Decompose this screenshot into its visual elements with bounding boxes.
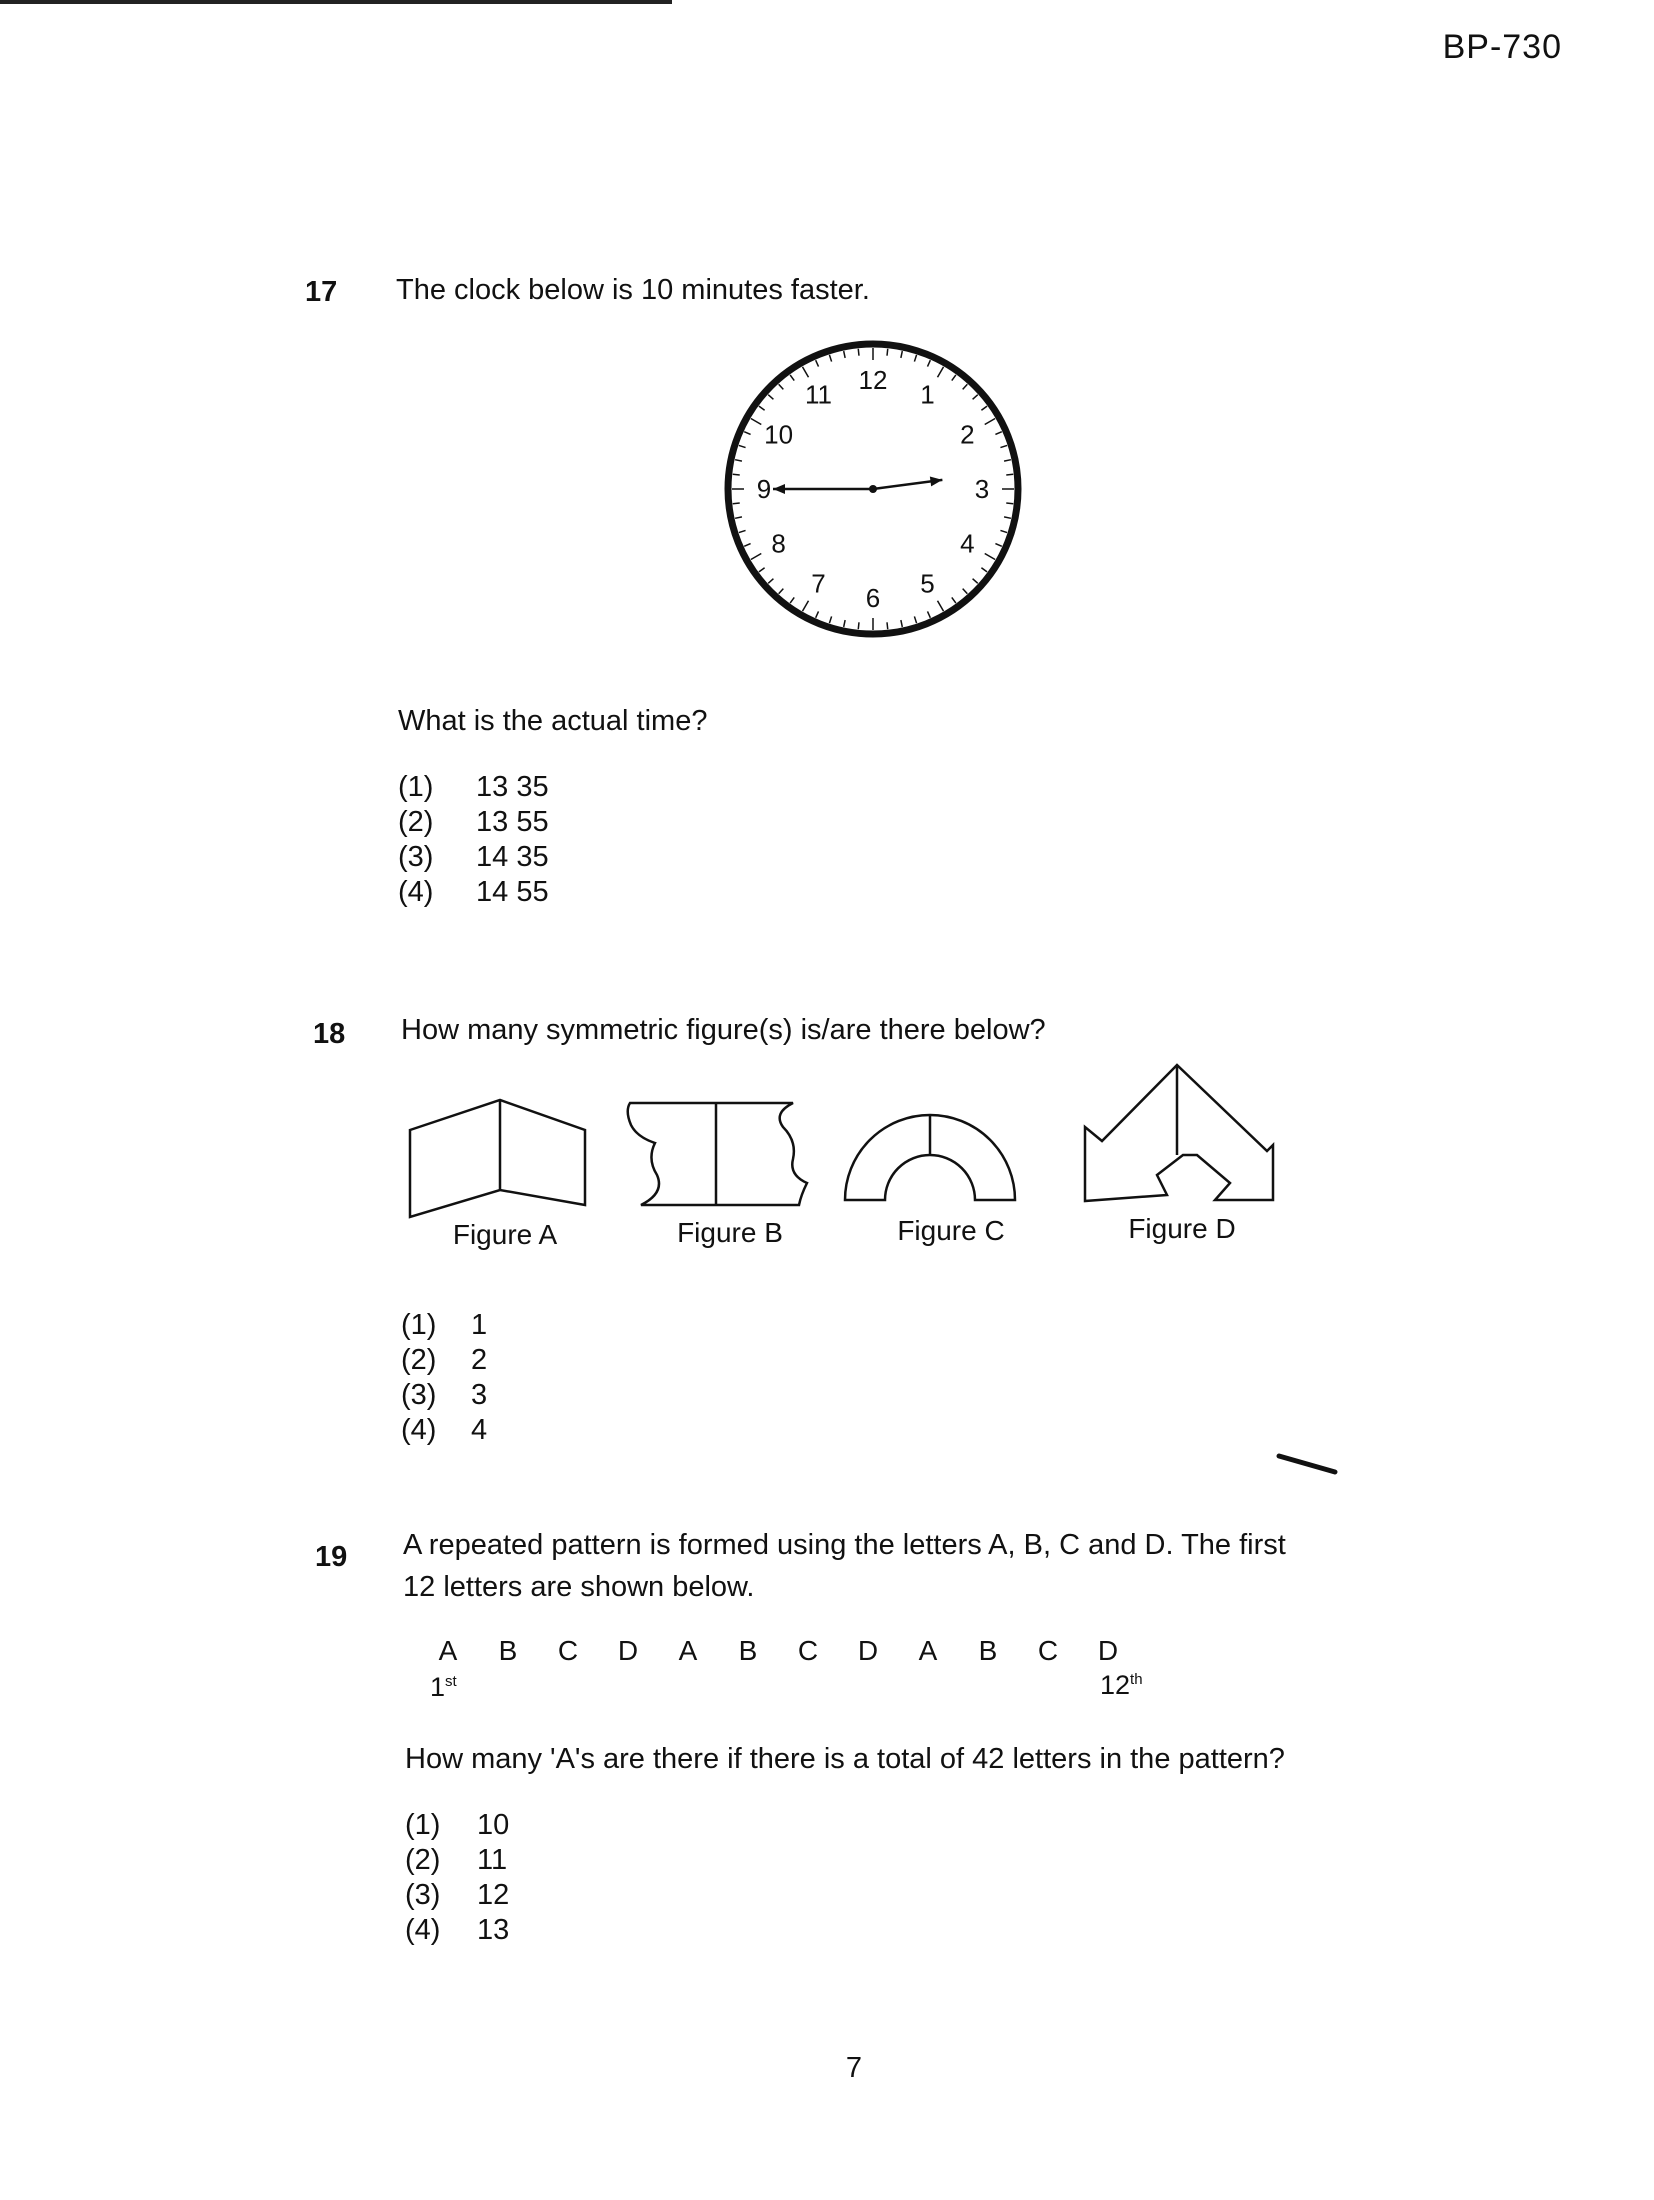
pattern-letter: A (918, 1635, 938, 1666)
pattern-letter: A (438, 1635, 458, 1666)
pen-mark (1275, 1448, 1345, 1478)
figure-c-shape (845, 1115, 1015, 1200)
figure-b-label: Figure B (677, 1217, 783, 1248)
pattern-letter: A (678, 1635, 698, 1666)
pattern-letter: B (978, 1635, 998, 1666)
q18-option-4[interactable] (401, 1413, 487, 1448)
pattern-letter: D (617, 1635, 639, 1666)
option-label: (4) (405, 1914, 441, 1946)
question-17-options (398, 770, 549, 910)
option-value: 2 (471, 1344, 488, 1376)
pattern-letter: C (1037, 1635, 1059, 1666)
figure-b-shape (628, 1103, 807, 1205)
clock-figure (720, 336, 1026, 642)
option-value: 3 (471, 1379, 488, 1411)
option-value: 12 (477, 1879, 510, 1911)
clock-number: 6 (865, 583, 881, 613)
last-position-label (1100, 1670, 1143, 1701)
option-value: 13 55 (476, 806, 549, 838)
clock-tick (858, 349, 859, 356)
option-value: 1 (471, 1309, 488, 1341)
question-17-number: 17 (305, 276, 338, 308)
clock-number: 12 (858, 365, 888, 395)
letter-pattern (418, 1635, 1138, 1667)
last-label-number: 12 (1100, 1670, 1131, 1700)
question-19-text-line1: A repeated pattern is formed using the letters A, B, C and D. The first (403, 1529, 1286, 1561)
pattern-letter: C (797, 1635, 819, 1666)
pattern-letter: B (738, 1635, 758, 1666)
option-label: (3) (401, 1379, 437, 1411)
option-value: 14 35 (476, 841, 549, 873)
option-value: 13 (477, 1914, 510, 1946)
option-value: 13 35 (476, 771, 549, 803)
clock-number: 3 (974, 474, 990, 504)
top-rule (0, 0, 672, 4)
clock-number: 10 (764, 419, 794, 450)
figure-c-label: Figure C (897, 1215, 1005, 1246)
q17-option-4[interactable] (398, 875, 549, 910)
question-17-text: The clock below is 10 minutes faster. (396, 274, 870, 306)
option-label: (4) (401, 1414, 437, 1446)
pattern-letter: C (557, 1635, 579, 1666)
q19-option-1[interactable] (405, 1808, 509, 1843)
figure-a-shape (410, 1100, 585, 1217)
clock-number: 5 (920, 568, 935, 599)
clock-tick (1006, 503, 1013, 504)
option-value: 4 (471, 1414, 488, 1446)
clock-number: 8 (771, 528, 786, 559)
clock-number: 11 (805, 379, 832, 410)
clock-center (869, 485, 877, 493)
clock-number: 1 (920, 379, 935, 410)
q17-option-2[interactable] (398, 805, 549, 840)
clock-tick (887, 349, 888, 356)
clock-number: 2 (960, 419, 975, 450)
clock-number: 9 (756, 474, 772, 504)
page-number: 7 (845, 2052, 863, 2084)
last-label-suffix: th (1130, 1671, 1143, 1688)
clock-tick (733, 474, 740, 475)
q19-option-4[interactable] (405, 1913, 509, 1948)
q17-option-3[interactable] (398, 840, 549, 875)
question-19-text-line2: 12 letters are shown below. (403, 1571, 755, 1603)
clock-tick (887, 622, 888, 629)
option-label: (2) (398, 806, 434, 838)
q18-option-2[interactable] (401, 1343, 487, 1378)
question-17-prompt: What is the actual time? (398, 705, 708, 737)
figure-d-label: Figure D (1128, 1213, 1236, 1244)
paper-code: BP-730 (1442, 28, 1562, 66)
option-label: (2) (401, 1344, 437, 1376)
option-value: 11 (477, 1844, 508, 1876)
first-label-number: 1 (430, 1672, 446, 1702)
clock-number: 4 (960, 528, 975, 559)
figure-a-label: Figure A (452, 1219, 558, 1250)
question-19-prompt: How many 'A's are there if there is a total of 42 letters in the pattern? (405, 1743, 1285, 1775)
pattern-letter: D (857, 1635, 879, 1666)
first-label-suffix: st (445, 1673, 457, 1690)
question-18-text: How many symmetric figure(s) is/are there below? (401, 1014, 1046, 1046)
clock-tick (733, 503, 740, 504)
q18-option-3[interactable] (401, 1378, 487, 1413)
option-label: (3) (405, 1879, 441, 1911)
option-label: (2) (405, 1844, 441, 1876)
clock-number: 7 (811, 568, 826, 599)
q17-option-1[interactable] (398, 770, 549, 805)
clock-tick (1006, 474, 1013, 475)
option-label: (3) (398, 841, 434, 873)
q18-option-1[interactable] (401, 1308, 487, 1343)
clock-tick (858, 622, 859, 629)
option-label: (4) (398, 876, 434, 908)
option-label: (1) (398, 771, 434, 803)
option-label: (1) (401, 1309, 437, 1341)
q19-option-3[interactable] (405, 1878, 509, 1913)
symmetry-figures (405, 1055, 1285, 1230)
figure-d-shape (1085, 1065, 1273, 1201)
option-value: 10 (477, 1809, 510, 1841)
question-19-number: 19 (315, 1541, 348, 1573)
q19-option-2[interactable] (405, 1843, 509, 1878)
pattern-letter: D (1097, 1635, 1119, 1666)
question-19-options (405, 1808, 509, 1948)
question-18-number: 18 (313, 1018, 346, 1050)
pattern-letter: B (498, 1635, 518, 1666)
option-value: 14 55 (476, 876, 549, 908)
option-label: (1) (405, 1809, 441, 1841)
question-18-options (401, 1308, 487, 1448)
first-position-label (430, 1672, 457, 1703)
